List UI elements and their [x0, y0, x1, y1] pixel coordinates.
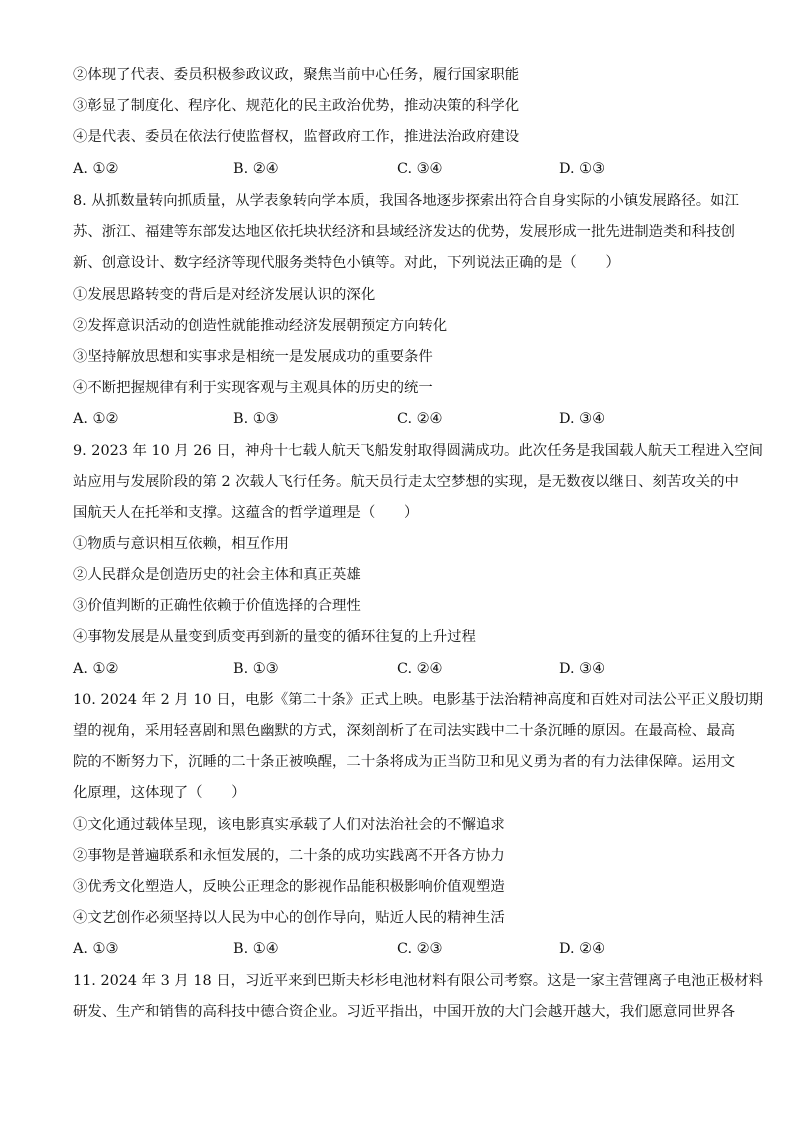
q10-option-c: C. ②③	[397, 941, 443, 957]
q7-option-c: C. ③④	[397, 161, 443, 177]
q9-option-b: B. ①③	[233, 661, 279, 677]
q10-statement-1: ①文化通过载体呈现，该电影真实承载了人们对法治社会的不懈追求	[73, 817, 505, 833]
q8-option-b: B. ①③	[233, 411, 279, 427]
q10-option-a: A. ①③	[73, 941, 119, 957]
q7-statement-2: ②体现了代表、委员积极参政议政，聚焦当前中心任务，履行国家职能	[73, 67, 520, 83]
q9-statement-4: ④事物发展是从量变到质变再到新的量变的循环往复的上升过程	[73, 629, 476, 645]
q10-options	[73, 939, 723, 959]
q9-options	[73, 659, 723, 679]
q10-statement-3: ③优秀文化塑造人，反映公正理念的影视作品能积极影响价值观塑造	[73, 879, 505, 895]
q9-stem-line-1: 9. 2023 年 10 月 26 日，神舟十七载人航天飞船发射取得圆满成功。此次任务是我国载人航天工程进入空间	[73, 443, 764, 459]
q10-statement-2: ②事物是普遍联系和永恒发展的，二十条的成功实践离不开各方协力	[73, 848, 505, 864]
q10-option-b: B. ①④	[233, 941, 279, 957]
q8-option-a: A. ①②	[73, 411, 119, 427]
q7-statement-3: ③彰显了制度化、程序化、规范化的民主政治优势，推动决策的科学化	[73, 98, 520, 114]
q10-stem-line-4: 化原理，这体现了（ ）	[73, 785, 246, 801]
q10-stem-line-2: 望的视角，采用轻喜剧和黑色幽默的方式，深刻剖析了在司法实践中二十条沉睡的原因。在最高检、最高	[73, 723, 735, 739]
q9-option-a: A. ①②	[73, 661, 119, 677]
q9-option-d: D. ③④	[559, 661, 605, 677]
q8-stem-line-3: 新、创意设计、数字经济等现代服务类特色小镇等。对此，下列说法正确的是（ ）	[73, 255, 620, 271]
q10-option-d: D. ②④	[559, 941, 605, 957]
q8-statement-4: ④不断把握规律有利于实现客观与主观具体的历史的统一	[73, 380, 433, 396]
q8-option-d: D. ③④	[559, 411, 605, 427]
q8-statement-1: ①发展思路转变的背后是对经济发展认识的深化	[73, 287, 376, 303]
q9-statement-2: ②人民群众是创造历史的社会主体和真正英雄	[73, 567, 361, 583]
q7-option-d: D. ①③	[559, 161, 605, 177]
q10-stem-line-3: 院的不断努力下，沉睡的二十条正被唤醒，二十条将成为正当防卫和见义勇为者的有力法律保障。运用文	[73, 754, 735, 770]
q10-statement-4: ④文艺创作必须坚持以人民为中心的创作导向，贴近人民的精神生活	[73, 910, 505, 926]
q8-stem-line-2: 苏、浙江、福建等东部发达地区依托块状经济和县域经济发达的优势，发展形成一批先进制造类和科技创	[73, 224, 735, 240]
q9-statement-1: ①物质与意识相互依赖，相互作用	[73, 536, 289, 552]
q11-stem-line-2: 研发、生产和销售的高科技中德合资企业。习近平指出，中国开放的大门会越开越大，我们愿意同世界各	[73, 1004, 735, 1020]
q7-option-a: A. ①②	[73, 161, 119, 177]
q9-option-c: C. ②④	[397, 661, 443, 677]
q9-statement-3: ③价值判断的正确性依赖于价值选择的合理性	[73, 598, 361, 614]
q11-stem-line-1: 11. 2024 年 3 月 18 日，习近平来到巴斯夫杉杉电池材料有限公司考察。这是一家主营锂离子电池正极材料	[73, 973, 764, 989]
q7-statement-4: ④是代表、委员在依法行使监督权，监督政府工作，推进法治政府建设	[73, 129, 520, 145]
q7-options	[73, 159, 723, 179]
q9-stem-line-2: 站应用与发展阶段的第 2 次载人飞行任务。航天员行走太空梦想的实现，是无数夜以继日、刻苦攻关的中	[73, 474, 739, 490]
q9-stem-line-3: 国航天人在托举和支撑。这蕴含的哲学道理是（ ）	[73, 505, 419, 521]
q8-stem-line-1: 8. 从抓数量转向抓质量，从学表象转向学本质，我国各地逐步探索出符合自身实际的小镇发展路径。如江	[73, 193, 739, 209]
q8-option-c: C. ②④	[397, 411, 443, 427]
q8-options	[73, 409, 723, 429]
q8-statement-3: ③坚持解放思想和实事求是相统一是发展成功的重要条件	[73, 349, 433, 365]
q10-stem-line-1: 10. 2024 年 2 月 10 日，电影《第二十条》正式上映。电影基于法治精神高度和百姓对司法公平正义殷切期	[73, 692, 764, 708]
q8-statement-2: ②发挥意识活动的创造性就能推动经济发展朝预定方向转化	[73, 318, 448, 334]
q7-option-b: B. ②④	[233, 161, 279, 177]
